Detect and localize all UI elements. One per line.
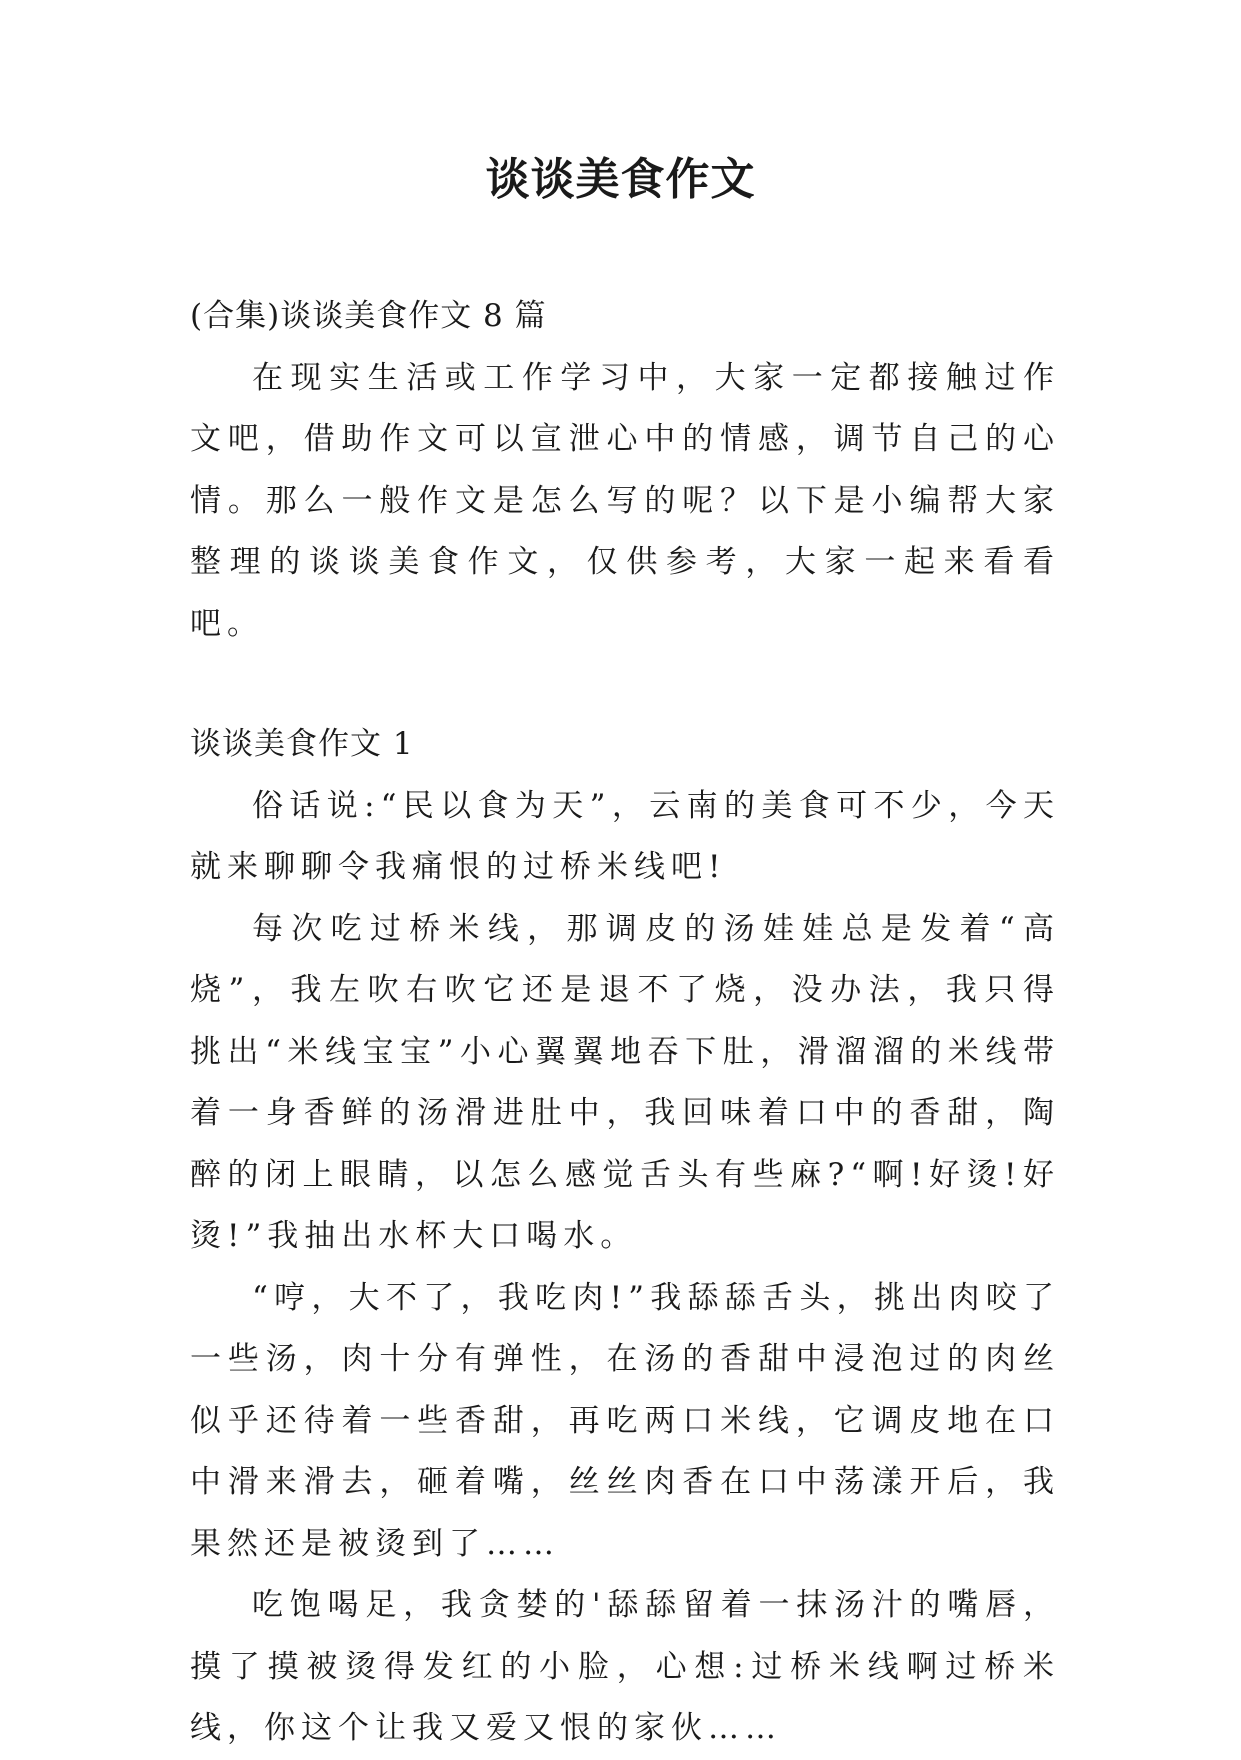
body-paragraph: 吃饱喝足，我贪婪的'舔舔留着一抹汤汁的嘴唇，摸了摸被烫得发红的小脸，心想:过桥米线啊过桥米线，你这个让我又爱又恨的家伙…… [190,1587,1060,1746]
document-body [190,286,1060,1760]
section-spacer [190,655,1060,714]
body-paragraph: 每次吃过桥米线，那调皮的汤娃娃总是发着“高烧”，我左吹右吹它还是退不了烧，没办法，我只得挑出“米线宝宝”小心翼翼地吞下肚，滑溜溜的米线带着一身香鲜的汤滑进肚中，我回味着口中的香甜，陶醉的闭上眼睛，以怎么感觉舌头有些麻?“啊!好烫!好烫!”我抽出水杯大口喝水。 [190,910,1060,1254]
document-title: 谈谈美食作文 [485,154,756,205]
document-subtitle: (合集)谈谈美食作文 8 篇 [190,298,547,334]
body-paragraph: “哼，大不了，我吃肉!”我舔舔舌头，挑出肉咬了一些汤，肉十分有弹性，在汤的香甜中浸泡过的肉丝似乎还待着一些香甜，再吃两口米线，它调皮地在口中滑来滑去，砸着嘴，丝丝肉香在口中荡漾开后，我果然还是被烫到了…… [190,1279,1060,1562]
section-heading: 谈谈美食作文 1 [190,726,414,762]
body-paragraph: 俗话说:“民以食为天”，云南的美食可不少，今天就来聊聊令我痛恨的过桥米线吧! [190,787,1060,885]
intro-paragraph: 在现实生活或工作学习中，大家一定都接触过作文吧，借助作文可以宣泄心中的情感，调节自己的心情。那么一般作文是怎么写的呢？以下是小编帮大家整理的谈谈美食作文，仅供参考，大家一起来看看吧。 [190,359,1060,642]
